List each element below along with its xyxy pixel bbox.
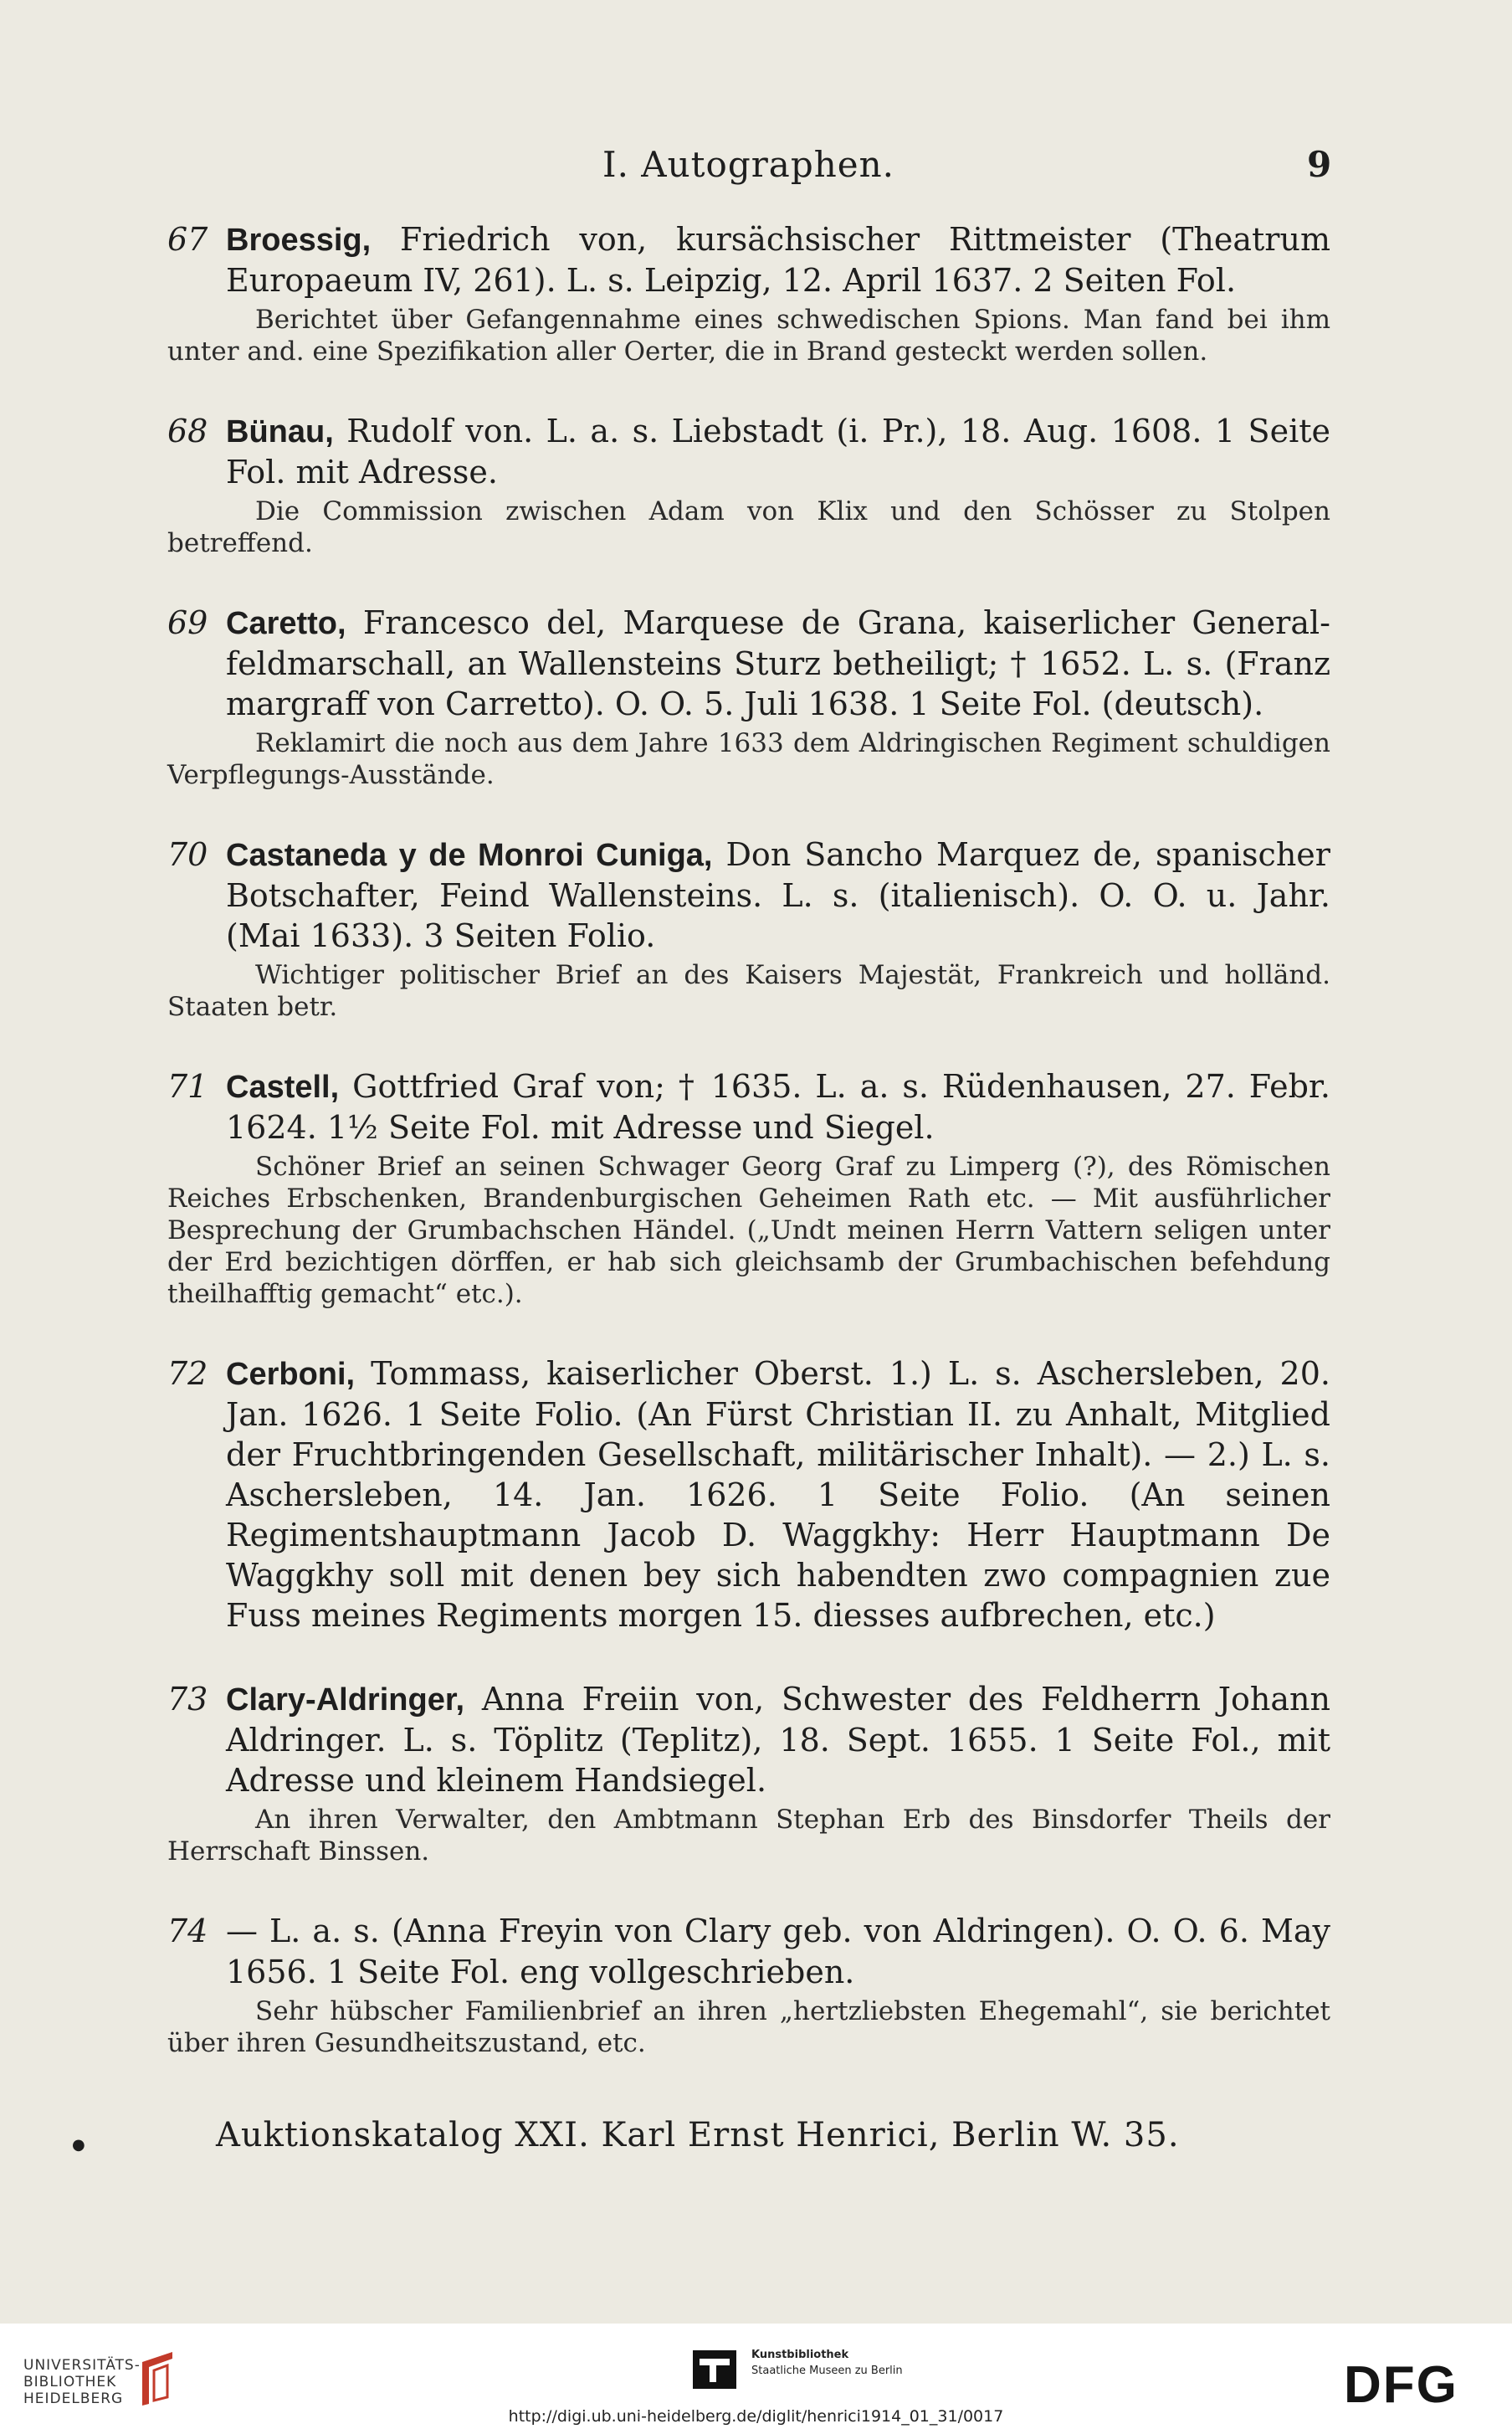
kunstbibliothek-subtitle: Staatliche Museen zu Berlin [751, 2365, 903, 2377]
catalog-entry [167, 603, 1330, 791]
entry-note: Die Commission zwischen Adam von Klix und den Schösser zu Stolpen betreffend. [167, 496, 1330, 558]
entry-heading [226, 1353, 1330, 1636]
entry-note: Reklamirt die noch aus dem Jahre 1633 dem Aldringischen Regiment schuldigen Verpflegungs-Ausstände. [167, 728, 1330, 790]
entry-heading [226, 411, 1330, 492]
entry-heading [226, 1911, 1330, 1992]
page-number: 9 [1307, 144, 1332, 185]
ub-logo-line: UNIVERSITÄTS- [23, 2357, 141, 2374]
entry-name: Caretto, [226, 606, 346, 641]
entry-description: Gottfried Graf von; † 1635. L. a. s. Rüdenhausen, 27. Febr. 1624. 1½ Seite Fol. mit Adresse und Siegel. [226, 1068, 1330, 1146]
entry-number: 70 [167, 836, 208, 873]
entry-number: 74 [167, 1913, 208, 1949]
ub-logo-line: HEIDELBERG [23, 2390, 124, 2407]
catalog-entries [167, 219, 1330, 2103]
entry-note: Schöner Brief an seinen Schwager Georg Graf zu Limperg (?), des Römischen Reiches Erbschenken, Brandenburgischen Geheimen Rath etc. — Mit ausführlicher Besprechung der Grumbachschen Händel. („Undt meinen Herrn Vattern seligen unter der Erd bezichtigen dörffen, er hab sich gleichsamb der Grumbachischen befehdung theilhafftig gemacht“ etc.). [167, 1152, 1330, 1309]
entry-heading [226, 219, 1330, 300]
entry-name: Castell, [226, 1070, 340, 1105]
university-library-logo [23, 2357, 141, 2407]
entry-description: — L. a. s. (Anna Freyin von Clary geb. von Aldringen). O. O. 6. May 1656. 1 Seite Fol. eng vollgeschrieben. [226, 1913, 1330, 1990]
entry-description: Tommass, kaiserlicher Oberst. 1.) L. s. Aschersleben, 20. Jan. 1626. 1 Seite Folio. (An Fürst Christian II. zu Anhalt, Mitglied der Fruchtbringenden Gesellschaft, militärischer Inhalt). — 2.) L. s. Aschersleben, 14. Jan. 1626. 1 Seite Folio. (An seinen Regimentshauptmann Jacob D. Waggkhy: Herr Hauptmann De Waggkhy soll mit denen bey sich habendten zwo compagnien zue Fuss meines Regiments morgen 15. diesses aufbrechen, etc.) [226, 1355, 1330, 1634]
bullet-mark: ● [72, 2136, 85, 2154]
entry-note: An ihren Verwalter, den Ambtmann Stephan Erb des Binsdorfer Theils der Herrschaft Binssen. [167, 1805, 1330, 1867]
entry-heading [226, 1679, 1330, 1800]
catalog-footer: Auktionskatalog XXI. Karl Ernst Henrici, Berlin W. 35. [216, 2116, 1180, 2154]
entry-number: 72 [167, 1355, 208, 1392]
entry-description: Don Sancho Marquez de, spanischer Botschafter, Feind Wallensteins. L. s. (italienisch). O. O. u. Jahr. (Mai 1633). 3 Seiten Folio. [226, 836, 1330, 954]
permalink-url[interactable]: http://digi.ub.uni-heidelberg.de/diglit/henrici1914_01_31/0017 [508, 2407, 1004, 2426]
entry-heading [226, 603, 1330, 724]
running-head [0, 144, 1512, 194]
catalog-entry [167, 219, 1330, 367]
entry-description: Anna Freiin von, Schwester des Feldherrn Johann Aldringer. L. s. Töplitz (Teplitz), 18. Sept. 1655. 1 Seite Fol., mit Adresse und kleinem Handsiegel. [226, 1681, 1330, 1799]
entry-number: 67 [167, 221, 208, 258]
entry-number: 73 [167, 1681, 208, 1718]
entry-number: 68 [167, 413, 208, 449]
entry-note: Wichtiger politischer Brief an des Kaisers Majestät, Frankreich und holländ. Staaten betr. [167, 960, 1330, 1022]
kunstbibliothek-emblem-icon [691, 2347, 740, 2394]
kunstbibliothek-title: Kunstbibliothek [751, 2349, 849, 2361]
entry-number: 71 [167, 1068, 208, 1105]
ub-logo-line: BIBLIOTHEK [23, 2374, 117, 2390]
catalog-entry [167, 1353, 1330, 1636]
catalog-entry [167, 1679, 1330, 1867]
entry-note: Berichtet über Gefangennahme eines schwedischen Spions. Man fand bei ihm unter and. eine Spezifikation aller Oerter, die in Brand gesteckt werden sollen. [167, 305, 1330, 367]
running-title: I. Autographen. [602, 144, 895, 185]
entry-heading [226, 1066, 1330, 1148]
dfg-logo: DFG [1344, 2356, 1458, 2414]
entry-description: Friedrich von, kursächsischer Rittmeister (Theatrum Europaeum IV, 261). L. s. Leipzig, 12. April 1637. 2 Seiten Fol. [226, 221, 1330, 299]
entry-description: Francesco del, Marquese de Grana, kaiserlicher General-feldmarschall, an Wallensteins Sturz betheiligt; † 1652. L. s. (Franz margraff von Carretto). O. O. 5. Juli 1638. 1 Seite Fol. (deutsch). [226, 604, 1330, 722]
entry-name: Castaneda y de Monroi Cuniga, [226, 838, 713, 873]
entry-note: Sehr hübscher Familienbrief an ihren „hertzliebsten Ehegemahl“, sie berichtet über ihren Gesundheitszustand, etc. [167, 1996, 1330, 2058]
entry-description: Rudolf von. L. a. s. Liebstadt (i. Pr.), 18. Aug. 1608. 1 Seite Fol. mit Adresse. [226, 413, 1330, 490]
catalog-entry [167, 411, 1330, 559]
entry-number: 69 [167, 604, 208, 641]
entry-name: Cerboni, [226, 1357, 356, 1392]
catalog-entry [167, 1911, 1330, 2059]
entry-name: Broessig, [226, 223, 372, 258]
attribution-bar [0, 2324, 1512, 2434]
kunstbibliothek-label [751, 2347, 903, 2379]
catalog-entry [167, 834, 1330, 1023]
entry-heading [226, 834, 1330, 956]
catalog-entry [167, 1066, 1330, 1310]
ub-emblem-icon [134, 2345, 181, 2409]
entry-name: Clary-Aldringer, [226, 1682, 465, 1718]
entry-name: Bünau, [226, 414, 334, 449]
